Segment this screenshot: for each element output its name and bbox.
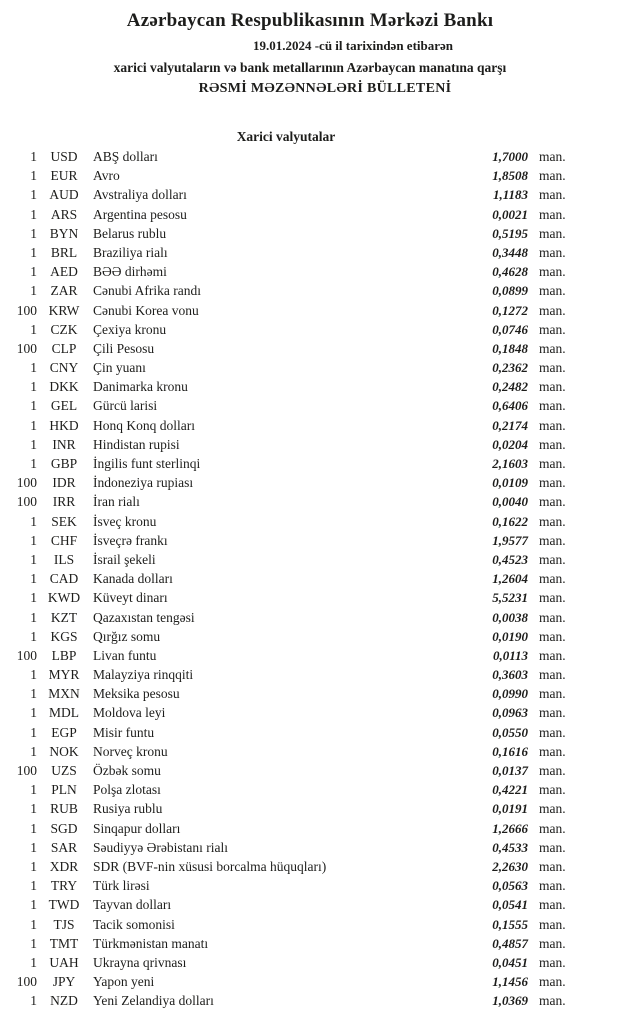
currency-rate: 0,1622 <box>492 513 528 529</box>
currency-quantity: 1 <box>30 571 37 587</box>
currency-code: USD <box>50 149 78 164</box>
table-row <box>0 703 570 722</box>
currency-name: Argentina pesosu <box>93 206 187 222</box>
currency-code: TRY <box>50 878 78 894</box>
currency-quantity: 100 <box>16 974 37 990</box>
currency-rate: 0,2174 <box>492 417 528 433</box>
currency-unit: man. <box>539 149 566 164</box>
currency-unit: man. <box>539 628 566 644</box>
currency-rate: 0,0963 <box>492 705 528 721</box>
currency-quantity: 1 <box>30 878 37 894</box>
currency-quantity: 1 <box>30 532 37 548</box>
currency-name: BƏƏ dirhəmi <box>93 264 167 280</box>
currency-rate: 1,0369 <box>492 993 528 1009</box>
currency-unit: man. <box>539 686 566 702</box>
currency-code: SEK <box>51 513 77 529</box>
table-row <box>0 684 570 703</box>
currency-quantity: 1 <box>30 417 37 433</box>
document-header <box>0 0 620 98</box>
table-row <box>0 627 570 646</box>
section-title-foreign-currencies: Xarici valyutalar <box>236 129 336 144</box>
currency-code: MXN <box>48 686 80 702</box>
currency-quantity: 100 <box>16 302 37 318</box>
currency-quantity: 100 <box>16 475 37 491</box>
table-row <box>0 991 570 1010</box>
currency-unit: man. <box>539 993 566 1009</box>
currency-name: Braziliya rialı <box>93 244 168 260</box>
currency-name: Qırğız somu <box>93 628 161 644</box>
currency-code: TJS <box>53 916 75 932</box>
currency-unit: man. <box>539 168 566 184</box>
currency-name: Hindistan rupisi <box>93 436 180 452</box>
currency-unit: man. <box>539 878 566 894</box>
currency-unit: man. <box>539 954 566 970</box>
currency-name: Norveç kronu <box>93 743 168 759</box>
currency-rate: 2,1603 <box>492 456 528 471</box>
currency-rate: 0,0137 <box>492 763 528 778</box>
table-row <box>0 953 570 972</box>
currency-unit: man. <box>539 935 566 951</box>
currency-quantity: 1 <box>30 590 37 606</box>
currency-rate: 0,0109 <box>492 475 528 491</box>
currency-rate: 0,0204 <box>492 436 528 452</box>
table-row <box>0 915 570 934</box>
table-row <box>0 185 570 204</box>
currency-rates-table <box>0 147 570 1010</box>
table-row <box>0 147 570 166</box>
currency-quantity: 1 <box>30 551 37 567</box>
table-row <box>0 224 570 243</box>
currency-quantity: 1 <box>30 686 37 702</box>
currency-quantity: 100 <box>16 340 37 356</box>
table-row <box>0 281 570 300</box>
currency-rate: 0,0541 <box>492 897 528 913</box>
table-row <box>0 665 570 684</box>
currency-code: GBP <box>50 456 78 471</box>
currency-rate: 0,0899 <box>492 283 528 299</box>
currency-name: İran rialı <box>93 494 140 510</box>
table-row <box>0 435 570 454</box>
currency-code: SGD <box>50 820 78 836</box>
table-row <box>0 838 570 857</box>
currency-unit: man. <box>539 763 566 778</box>
currency-code: IDR <box>52 475 76 491</box>
table-row <box>0 799 570 818</box>
currency-name: SDR (BVF-nin xüsusi borcalma hüquqları) <box>93 858 327 874</box>
currency-unit: man. <box>539 475 566 491</box>
currency-rate: 1,2666 <box>492 820 528 836</box>
currency-code: CZK <box>50 321 78 337</box>
currency-name: İndoneziya rupiası <box>93 475 194 491</box>
currency-rate: 0,0191 <box>492 801 528 817</box>
currency-name: Qazaxıstan tengəsi <box>93 609 195 625</box>
currency-code: BYN <box>49 225 79 241</box>
currency-quantity: 1 <box>30 321 37 337</box>
currency-unit: man. <box>539 532 566 548</box>
currency-code: NZD <box>50 993 78 1009</box>
currency-unit: man. <box>539 724 566 740</box>
currency-rate: 1,1456 <box>492 974 528 990</box>
currency-name: Meksika pesosu <box>93 686 180 702</box>
table-row <box>0 512 570 531</box>
currency-rate: 0,4523 <box>492 551 528 567</box>
currency-quantity: 1 <box>30 609 37 625</box>
currency-name: İsveç kronu <box>93 513 157 529</box>
currency-name: Livan funtu <box>93 647 157 663</box>
table-row <box>0 339 570 358</box>
currency-code: CAD <box>49 571 79 587</box>
currency-quantity: 1 <box>30 513 37 529</box>
currency-quantity: 100 <box>16 647 37 663</box>
currency-rate: 0,4533 <box>492 839 528 855</box>
table-row <box>0 761 570 780</box>
currency-unit: man. <box>539 302 566 318</box>
currency-name: Polşa zlotası <box>93 782 161 798</box>
currency-quantity: 1 <box>30 705 37 721</box>
currency-rate: 0,3603 <box>492 667 528 683</box>
currency-code: ILS <box>53 551 75 567</box>
currency-name: Malayziya rinqqiti <box>93 667 194 683</box>
currency-quantity: 1 <box>30 168 37 184</box>
table-row <box>0 819 570 838</box>
currency-name: ABŞ dolları <box>93 149 158 164</box>
currency-unit: man. <box>539 225 566 241</box>
currency-rate: 0,1555 <box>492 916 528 932</box>
currency-rate: 0,2362 <box>492 360 528 376</box>
currency-name: Küveyt dinarı <box>93 590 168 606</box>
currency-rate: 0,0190 <box>492 628 528 644</box>
currency-name: Rusiya rublu <box>93 801 163 817</box>
currency-name: Səudiyyə Ərəbistanı rialı <box>93 839 228 855</box>
currency-code: EGP <box>51 724 77 740</box>
currency-quantity: 1 <box>30 801 37 817</box>
currency-name: Kanada dolları <box>93 571 173 587</box>
currency-name: Misir funtu <box>93 724 155 740</box>
currency-code: KGS <box>50 628 78 644</box>
table-row <box>0 473 570 492</box>
currency-name: Çin yuanı <box>93 360 146 376</box>
table-row <box>0 934 570 953</box>
currency-name: Yeni Zelandiya dolları <box>93 993 214 1009</box>
currency-rate: 0,4628 <box>492 264 528 280</box>
table-row <box>0 550 570 569</box>
table-row <box>0 723 570 742</box>
currency-rate: 0,0021 <box>492 206 528 222</box>
currency-unit: man. <box>539 206 566 222</box>
currency-rate: 5,5231 <box>492 590 528 606</box>
currency-unit: man. <box>539 417 566 433</box>
currency-name: Yapon yeni <box>93 974 155 990</box>
table-row <box>0 320 570 339</box>
currency-code: IRR <box>52 494 76 510</box>
table-row <box>0 262 570 281</box>
currency-quantity: 1 <box>30 993 37 1009</box>
currency-rate: 1,8508 <box>492 168 528 184</box>
currency-quantity: 100 <box>16 763 37 778</box>
currency-code: EUR <box>50 168 78 184</box>
table-row <box>0 396 570 415</box>
currency-code: MDL <box>49 705 79 721</box>
currency-unit: man. <box>539 494 566 510</box>
currency-unit: man. <box>539 187 566 203</box>
currency-quantity: 1 <box>30 206 37 222</box>
currency-name: Türkmənistan manatı <box>93 935 209 951</box>
currency-code: RUB <box>50 801 78 817</box>
currency-code: CHF <box>50 532 78 548</box>
currency-unit: man. <box>539 590 566 606</box>
currency-code: AUD <box>49 187 79 203</box>
currency-quantity: 1 <box>30 724 37 740</box>
currency-quantity: 1 <box>30 456 37 471</box>
currency-code: TMT <box>49 935 79 951</box>
currency-unit: man. <box>539 609 566 625</box>
currency-quantity: 1 <box>30 935 37 951</box>
currency-rate: 1,7000 <box>492 149 528 164</box>
currency-quantity: 1 <box>30 149 37 164</box>
subtitle-line: xarici valyutaların və bank metallarının Azərbaycan manatına qarşı <box>113 60 507 75</box>
table-row <box>0 876 570 895</box>
currency-quantity: 1 <box>30 628 37 644</box>
currency-quantity: 1 <box>30 379 37 395</box>
currency-unit: man. <box>539 283 566 299</box>
table-row <box>0 492 570 511</box>
currency-rate: 1,2604 <box>492 571 528 587</box>
currency-name: İngilis funt sterlinqi <box>93 456 201 471</box>
currency-quantity: 1 <box>30 244 37 260</box>
currency-rate: 2,2630 <box>492 858 528 874</box>
table-row <box>0 608 570 627</box>
currency-quantity: 1 <box>30 360 37 376</box>
currency-unit: man. <box>539 820 566 836</box>
currency-unit: man. <box>539 244 566 260</box>
table-row <box>0 377 570 396</box>
currency-quantity: 1 <box>30 398 37 414</box>
currency-quantity: 1 <box>30 820 37 836</box>
currency-rate: 0,4221 <box>492 782 528 798</box>
currency-unit: man. <box>539 360 566 376</box>
currency-name: Sinqapur dolları <box>93 820 181 836</box>
currency-unit: man. <box>539 897 566 913</box>
table-row <box>0 243 570 262</box>
currency-rate: 0,0451 <box>492 954 528 970</box>
currency-name: Belarus rublu <box>93 225 167 241</box>
currency-name: Avstraliya dolları <box>93 187 187 203</box>
currency-unit: man. <box>539 647 566 663</box>
currency-rate: 0,0990 <box>492 686 528 702</box>
currency-code: BRL <box>50 244 78 260</box>
currency-unit: man. <box>539 705 566 721</box>
currency-code: NOK <box>49 743 79 759</box>
currency-code: AED <box>50 264 78 280</box>
currency-name: Çexiya kronu <box>93 321 167 337</box>
currency-unit: man. <box>539 551 566 567</box>
currency-name: Cənubi Afrika randı <box>93 283 201 299</box>
currency-rate: 0,0550 <box>492 724 528 740</box>
table-row <box>0 972 570 991</box>
currency-quantity: 1 <box>30 225 37 241</box>
currency-quantity: 1 <box>30 897 37 913</box>
table-row <box>0 742 570 761</box>
currency-rate: 0,4857 <box>492 935 528 951</box>
currency-quantity: 1 <box>30 743 37 759</box>
currency-rate: 0,5195 <box>492 225 528 241</box>
table-row <box>0 646 570 665</box>
currency-unit: man. <box>539 743 566 759</box>
currency-code: HKD <box>49 417 79 433</box>
currency-quantity: 1 <box>30 954 37 970</box>
currency-unit: man. <box>539 379 566 395</box>
currency-quantity: 1 <box>30 187 37 203</box>
currency-code: SAR <box>50 839 78 855</box>
table-row <box>0 569 570 588</box>
currency-unit: man. <box>539 436 566 452</box>
currency-quantity: 1 <box>30 264 37 280</box>
currency-rate: 0,0113 <box>492 647 528 663</box>
table-row <box>0 857 570 876</box>
effective-date-line: 19.01.2024 -cü il tarixindən etibarən <box>252 38 454 53</box>
currency-name: Tacik somonisi <box>93 916 175 932</box>
bank-name-title: Azərbaycan Respublikasının Mərkəzi Bankı <box>126 10 494 31</box>
currency-rate: 0,6406 <box>492 398 528 414</box>
currency-rate: 0,1272 <box>492 302 528 318</box>
currency-code: KWD <box>47 590 81 606</box>
currency-rate: 0,0746 <box>492 321 528 337</box>
currency-code: TWD <box>48 897 80 913</box>
currency-rate: 0,3448 <box>492 244 528 260</box>
table-row <box>0 454 570 473</box>
currency-rate: 0,1848 <box>492 340 528 356</box>
currency-rate: 1,9577 <box>492 532 528 548</box>
table-row <box>0 205 570 224</box>
currency-code: ZAR <box>50 283 78 299</box>
currency-quantity: 1 <box>30 782 37 798</box>
currency-quantity: 1 <box>30 839 37 855</box>
currency-rate: 1,1183 <box>492 187 528 203</box>
currency-name: İsrail şekeli <box>93 551 156 567</box>
currency-quantity: 100 <box>16 494 37 510</box>
currency-rate: 0,2482 <box>492 379 528 395</box>
currency-code: PLN <box>51 782 77 798</box>
currency-quantity: 1 <box>30 283 37 299</box>
table-row <box>0 166 570 185</box>
currency-rate: 0,0563 <box>492 878 528 894</box>
table-row <box>0 588 570 607</box>
currency-name: Moldova leyi <box>93 705 166 721</box>
currency-code: XDR <box>49 858 79 874</box>
currency-name: Çili Pesosu <box>93 340 155 356</box>
bulletin-title: RƏSMİ MƏZƏNNƏLƏRİ BÜLLETENİ <box>198 81 452 96</box>
table-row <box>0 780 570 799</box>
currency-unit: man. <box>539 667 566 683</box>
currency-unit: man. <box>539 782 566 798</box>
currency-name: Danimarka kronu <box>93 379 188 395</box>
currency-code: KZT <box>50 609 78 625</box>
currency-code: ARS <box>50 206 78 222</box>
currency-name: Tayvan dolları <box>93 897 172 913</box>
table-row <box>0 358 570 377</box>
currency-name: Gürcü larisi <box>93 398 158 414</box>
currency-quantity: 1 <box>30 858 37 874</box>
currency-code: JPY <box>52 974 76 990</box>
currency-quantity: 1 <box>30 916 37 932</box>
currency-code: DKK <box>49 379 79 395</box>
currency-rate: 0,1616 <box>492 743 528 759</box>
currency-unit: man. <box>539 571 566 587</box>
currency-name: Honq Konq dolları <box>93 417 195 433</box>
currency-code: LBP <box>51 647 77 663</box>
currency-code: MYR <box>48 667 80 683</box>
currency-unit: man. <box>539 513 566 529</box>
currency-rate: 0,0040 <box>492 494 528 510</box>
table-row <box>0 531 570 550</box>
currency-name: Özbək somu <box>93 763 161 778</box>
currency-unit: man. <box>539 340 566 356</box>
currency-unit: man. <box>539 801 566 817</box>
currency-name: Türk lirəsi <box>93 878 150 894</box>
currency-quantity: 1 <box>30 667 37 683</box>
currency-code: UAH <box>49 954 79 970</box>
currency-name: Ukrayna qrivnası <box>93 954 187 970</box>
currency-code: INR <box>52 436 76 452</box>
currency-code: KRW <box>48 302 80 318</box>
currency-unit: man. <box>539 398 566 414</box>
currency-unit: man. <box>539 264 566 280</box>
table-row <box>0 895 570 914</box>
currency-quantity: 1 <box>30 436 37 452</box>
table-row <box>0 416 570 435</box>
currency-code: UZS <box>51 763 77 778</box>
currency-code: CLP <box>51 340 77 356</box>
currency-unit: man. <box>539 456 566 471</box>
currency-unit: man. <box>539 974 566 990</box>
currency-unit: man. <box>539 839 566 855</box>
table-row <box>0 301 570 320</box>
currency-name: Avro <box>93 168 120 184</box>
currency-unit: man. <box>539 858 566 874</box>
currency-code: GEL <box>50 398 78 414</box>
currency-name: Cənubi Korea vonu <box>93 302 199 318</box>
currency-unit: man. <box>539 916 566 932</box>
currency-name: İsveçrə frankı <box>93 532 168 548</box>
currency-rate: 0,0038 <box>492 609 528 625</box>
currency-unit: man. <box>539 321 566 337</box>
currency-code: CNY <box>49 360 79 376</box>
